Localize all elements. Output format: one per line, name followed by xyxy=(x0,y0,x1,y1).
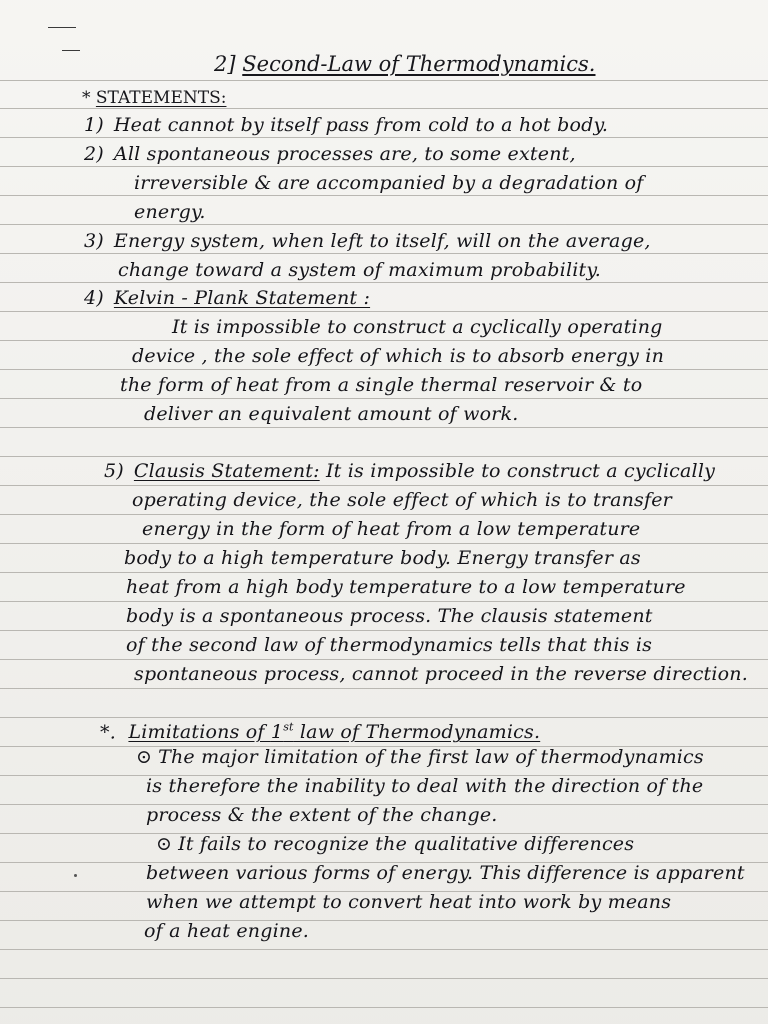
text-line: of a heat engine. xyxy=(144,920,310,942)
title-text: Second-Law of Thermodynamics. xyxy=(242,52,596,76)
item-number: 1) xyxy=(84,114,104,136)
ruled-line xyxy=(0,80,768,81)
text-line: spontaneous process, cannot proceed in the reverse direction. xyxy=(134,663,748,685)
ruled-line xyxy=(0,340,768,341)
limitations-heading-sup: st xyxy=(283,721,294,734)
star-marker: *. xyxy=(100,721,116,744)
ruled-line xyxy=(0,485,768,486)
item-number: 3) xyxy=(84,230,104,252)
circle-bullet-icon: ⊙ xyxy=(136,746,153,768)
limitations-heading xyxy=(100,717,540,743)
ruled-line xyxy=(0,688,768,689)
text-line: deliver an equivalent amount of work. xyxy=(144,403,519,425)
text-line: Heat cannot by itself pass from cold to a hot body. xyxy=(113,114,609,136)
ruled-line xyxy=(0,137,768,138)
text-line: energy. xyxy=(134,201,206,223)
text-line: It fails to recognize the qualitative differences xyxy=(178,833,635,855)
limitations-heading-num: 1 xyxy=(270,721,284,744)
text-line: body to a high temperature body. Energy transfer as xyxy=(124,547,641,569)
statement-4-heading xyxy=(84,287,370,309)
statement-2 xyxy=(84,143,576,165)
text-line: is therefore the inability to deal with the direction of the xyxy=(146,775,704,797)
ruled-line xyxy=(0,253,768,254)
ruled-line xyxy=(0,659,768,660)
ruled-line xyxy=(0,195,768,196)
limitation-bullet-2 xyxy=(156,833,634,855)
text-line: body is a spontaneous process. The clausis statement xyxy=(126,605,653,627)
clausius-heading: Clausis Statement: xyxy=(133,460,320,482)
limitation-bullet-1 xyxy=(136,746,704,768)
text-line: Energy system, when left to itself, will on the average, xyxy=(113,230,651,252)
pen-mark xyxy=(62,50,80,51)
text-line: energy in the form of heat from a low temperature xyxy=(142,518,641,540)
limitations-title xyxy=(128,721,540,743)
ruled-line xyxy=(0,630,768,631)
ruled-line xyxy=(0,543,768,544)
text-line: operating device, the sole effect of which is to transfer xyxy=(132,489,672,511)
ruled-line xyxy=(0,311,768,312)
title-number: 2] xyxy=(214,52,236,76)
statements-label: STATEMENTS: xyxy=(95,88,227,108)
statement-3 xyxy=(84,230,651,252)
text-line: It is impossible to construct a cyclically xyxy=(325,460,716,482)
ruled-line xyxy=(0,1007,768,1008)
limitations-heading-pre: Limitations of xyxy=(128,721,271,744)
item-number: 5) xyxy=(104,460,124,482)
statement-1 xyxy=(84,114,608,136)
ruled-line xyxy=(0,398,768,399)
limitations-heading-post: law of Thermodynamics. xyxy=(293,721,541,744)
text-line: It is impossible to construct a cyclically operating xyxy=(172,316,663,338)
item-number: 2) xyxy=(84,143,104,165)
text-line: when we attempt to convert heat into work by means xyxy=(146,891,672,913)
kelvin-plank-heading: Kelvin - Plank Statement : xyxy=(113,287,371,309)
text-line: The major limitation of the first law of thermodynamics xyxy=(158,746,704,768)
text-line: between various forms of energy. This difference is apparent xyxy=(146,862,745,884)
text-line: change toward a system of maximum probability. xyxy=(118,259,601,281)
text-line: of the second law of thermodynamics tells that this is xyxy=(126,634,653,656)
text-line: All spontaneous processes are, to some extent, xyxy=(113,143,576,165)
page-title xyxy=(214,52,596,76)
pen-mark xyxy=(48,27,76,28)
ruled-line xyxy=(0,427,768,428)
item-number: 4) xyxy=(84,287,104,309)
statements-heading xyxy=(82,88,226,108)
statement-5 xyxy=(104,460,715,482)
ruled-line xyxy=(0,572,768,573)
ruled-line xyxy=(0,978,768,979)
text-line: the form of heat from a single thermal reservoir & to xyxy=(120,374,643,396)
ruled-line xyxy=(0,108,768,109)
ruled-line xyxy=(0,166,768,167)
circle-bullet-icon: ⊙ xyxy=(156,833,173,855)
text-line: irreversible & are accompanied by a degradation of xyxy=(134,172,644,194)
ruled-line xyxy=(0,514,768,515)
ruled-line xyxy=(0,369,768,370)
ruled-line xyxy=(0,920,768,921)
margin-dot xyxy=(74,874,77,877)
ruled-line xyxy=(0,282,768,283)
ruled-line xyxy=(0,224,768,225)
text-line: heat from a high body temperature to a low temperature xyxy=(126,576,686,598)
text-line: device , the sole effect of which is to absorb energy in xyxy=(132,345,665,367)
ruled-line xyxy=(0,456,768,457)
ruled-line xyxy=(0,949,768,950)
star-marker: * xyxy=(82,88,91,108)
text-line: process & the extent of the change. xyxy=(146,804,498,826)
ruled-line xyxy=(0,601,768,602)
